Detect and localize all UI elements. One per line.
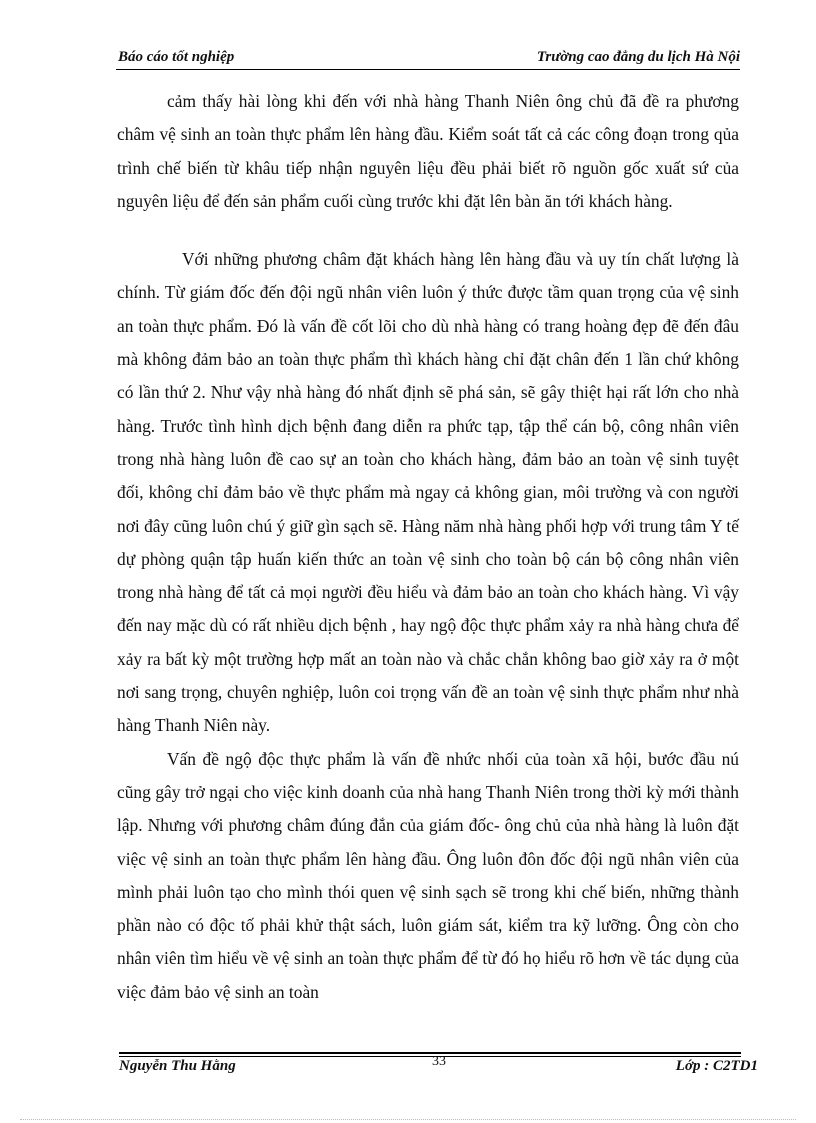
footer-author: Nguyễn Thu Hằng bbox=[119, 1058, 236, 1074]
document-body bbox=[117, 85, 739, 1009]
page-number: 33 bbox=[432, 1054, 446, 1069]
paragraph-3: Vấn đề ngộ độc thực phẩm là vấn đề nhức nhối của toàn xã hội, bước đầu nú cũng gây trở ngại cho việc kinh doanh của nhà hang Thanh Niên trong thời kỳ mới thành lập. Nhưng với phương châm đúng đắn của giám đốc- ông chủ của nhà hàng là luôn đặt việc vệ sinh an toàn thực phẩm lên hàng đầu. Ông luôn đôn đốc đội ngũ nhân viên của mình phải luôn tạo cho mình thói quen vệ sinh sạch sẽ trong khi chế biến, những thành phần nào có độc tố phải khử thật sách, luôn giám sát, kiểm tra kỹ lưỡng. Ông còn cho nhân viên tìm hiểu về vệ sinh an toàn thực phẩm để từ đó họ hiểu rõ hơn về tác dụng của việc đảm bảo vệ sinh an toàn bbox=[117, 748, 739, 1002]
paragraph-2: Với những phương châm đặt khách hàng lên hàng đầu và uy tín chất lượng là chính. Từ giám đốc đến đội ngũ nhân viên luôn ý thức được tầm quan trọng của vệ sinh an toàn thực phẩm. Đó là vấn đề cốt lõi cho dù nhà hàng có trang hoàng đẹp đẽ đến đâu mà không đảm bảo an toàn thực phẩm thì khách hàng chỉ đặt chân đến 1 lần chứ không có lần thứ 2. Như vậy nhà hàng đó nhất định sẽ phá sản, sẽ gây thiệt hại rất lớn cho nhà hàng. Trước tình hình dịch bệnh đang diễn ra phức tạp, tập thể cán bộ, công nhân viên trong nhà hàng luôn đề cao sự an toàn cho khách hàng, đảm bảo an toàn vệ sinh tuyệt đối, không chỉ đảm bảo về thực phẩm mà ngay cả không gian, môi trường và con người nơi đây cũng luôn chú ý giữ gìn sạch sẽ. Hàng năm nhà hàng phối hợp với trung tâm Y tế dự phòng quận tập huấn kiến thức an toàn vệ sinh cho toàn bộ cán bộ công nhân viên trong nhà hàng để tất cả mọi người đều hiểu và đảm bảo an toàn cho khách hàng. Vì vậy đến nay mặc dù có rất nhiều dịch bệnh , hay ngộ độc thực phẩm xảy ra nhà hàng chưa để xảy ra bất kỳ một trường hợp mất an toàn nào và chắc chắn không bao giờ xảy ra ở một nơi sang trọng, chuyên nghiệp, luôn coi trọng vấn đề an toàn vệ sinh thực phẩm như nhà hàng Thanh Niên này. bbox=[117, 249, 739, 736]
header-school-name: Trường cao đẳng du lịch Hà Nội bbox=[536, 49, 740, 65]
header-report-title: Báo cáo tốt nghiệp bbox=[118, 49, 235, 65]
paragraph-1: cảm thấy hài lòng khi đến với nhà hàng Thanh Niên ông chủ đã đề ra phương châm vệ sinh an toàn thực phẩm lên hàng đầu. Kiểm soát tất cả các công đoạn trong qủa trình chế biến từ khâu tiếp nhận nguyên liệu đều phải biết rõ nguồn gốc xuất sứ của nguyên liệu để đến sản phẩm cuối cùng trước khi đặt lên bàn ăn tới khách hàng. bbox=[117, 91, 739, 211]
page-header bbox=[116, 47, 740, 70]
footer-rule-thin bbox=[119, 1056, 741, 1057]
footer-class: Lớp : C2TD1 bbox=[675, 1058, 758, 1074]
footer-rule-thick bbox=[119, 1052, 741, 1054]
page-bottom-border bbox=[20, 1119, 796, 1120]
